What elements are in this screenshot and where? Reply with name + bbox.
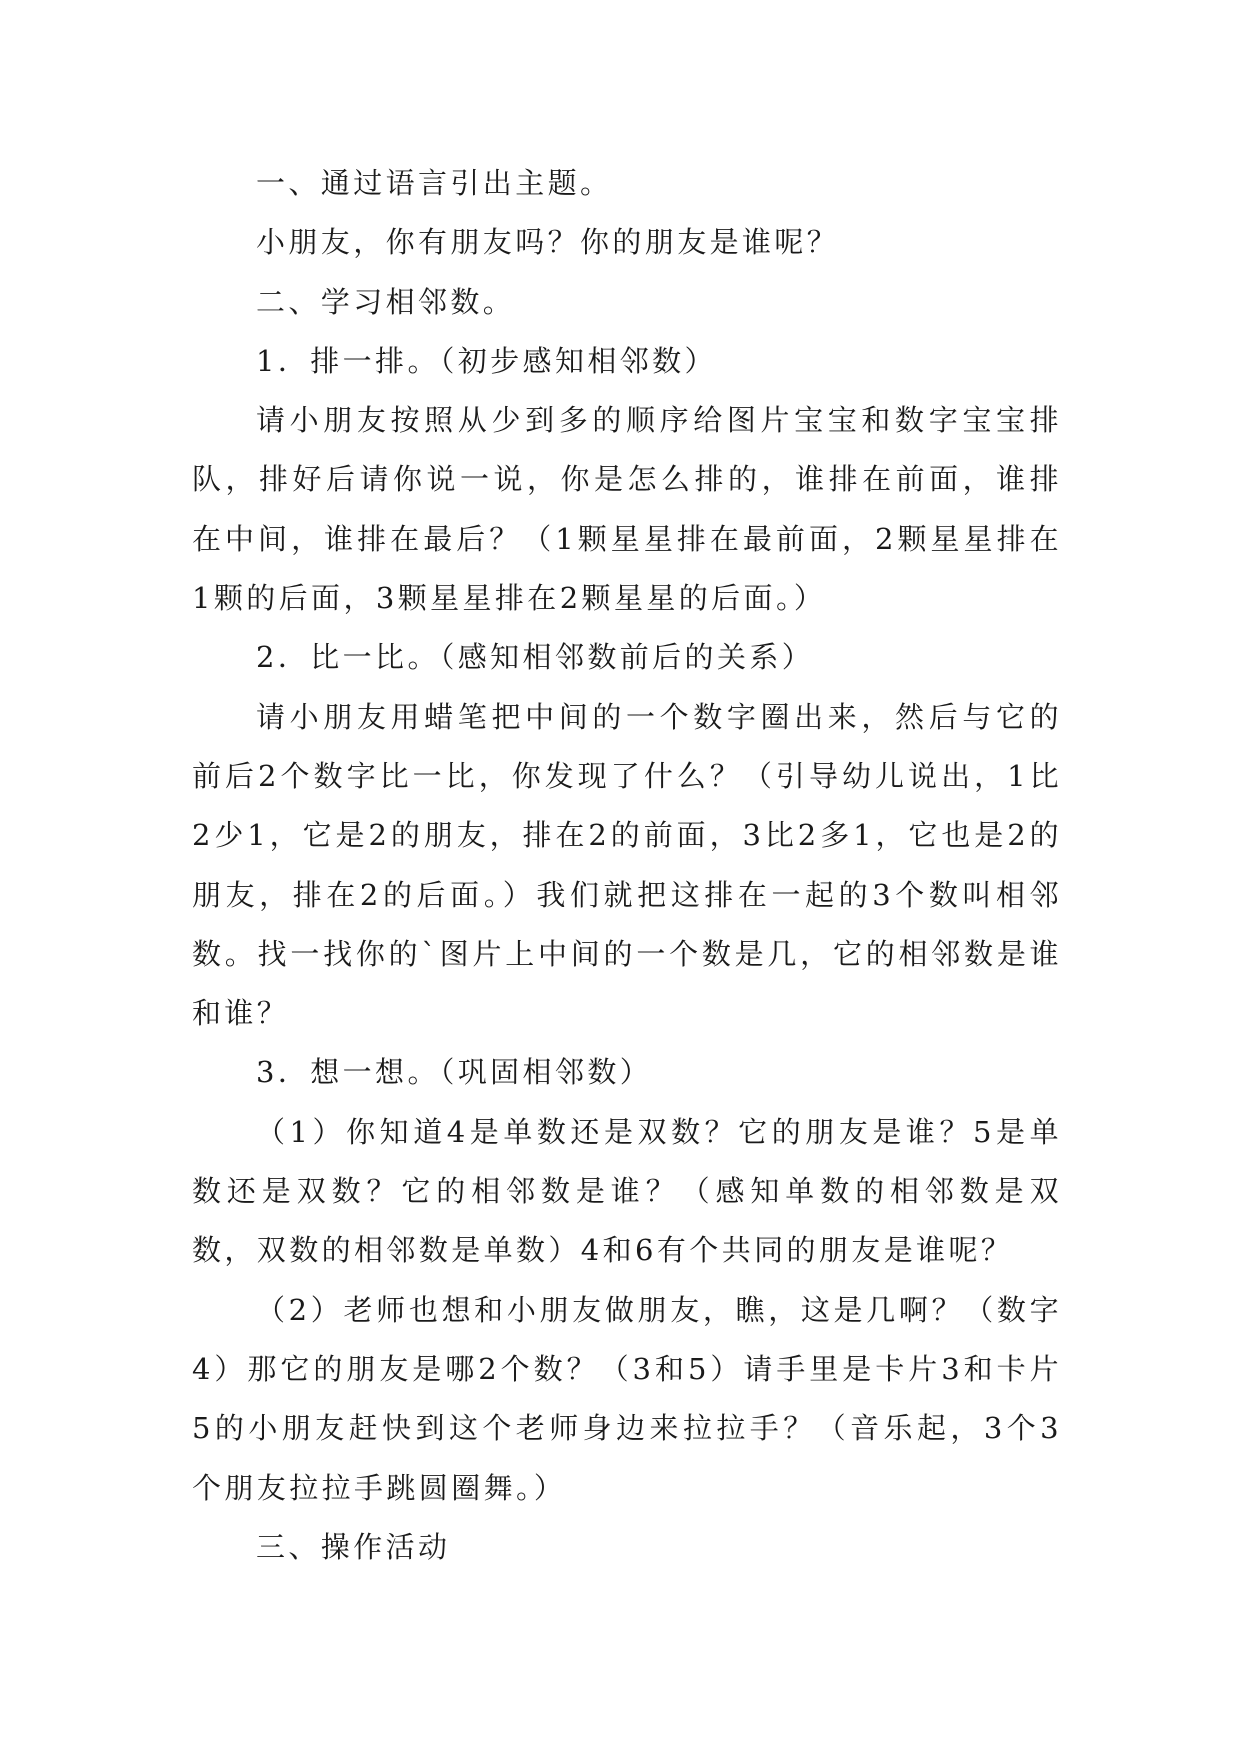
- paragraph-think-2: （2）老师也想和小朋友做朋友，瞧，这是几啊？（数字4）那它的朋友是哪2个数？（3和5）请手里是卡片3和卡片5的小朋友赶快到这个老师身边来拉拉手？（音乐起，3个3个朋友拉拉手跳圆圈舞。）: [192, 1292, 1062, 1505]
- document-body: [192, 154, 1062, 1577]
- subheading-compare: 2．比一比。（感知相邻数前后的关系）: [256, 640, 815, 675]
- paragraph-question: 小朋友，你有朋友吗？你的朋友是谁呢？: [256, 225, 840, 260]
- paragraph-think-1: （1）你知道4是单数还是双数？它的朋友是谁？5是单数还是双数？它的相邻数是谁？（感知单数的相邻数是双数，双数的相邻数是单数）4和6有个共同的朋友是谁呢？: [192, 1114, 1062, 1268]
- section-heading-adjacent-numbers: 二、学习相邻数。: [256, 284, 516, 319]
- section-heading-intro: 一、通过语言引出主题。: [256, 166, 613, 200]
- paragraph-arrange: 请小朋友按照从少到多的顺序给图片宝宝和数字宝宝排队，排好后请你说一说，你是怎么排的，谁排在前面，谁排在中间，谁排在最后？（1颗星星排在最前面，2颗星星排在1颗的后面，3颗星星排在2颗星星的后面。）: [192, 403, 1062, 616]
- subheading-arrange: 1．排一排。（初步感知相邻数）: [256, 343, 717, 378]
- paragraph-compare: 请小朋友用蜡笔把中间的一个数字圈出来，然后与它的前后2个数字比一比，你发现了什么？（引导幼儿说出，1比2少1，它是2的朋友，排在2的前面，3比2多1，它也是2的朋友，排在2的后面。）我们就把这排在一起的3个数叫相邻数。找一找你的`图片上中间的一个数是几，它的相邻数是谁和谁？: [192, 699, 1062, 1031]
- section-heading-activity: 三、操作活动: [256, 1529, 451, 1564]
- subheading-think: 3．想一想。（巩固相邻数）: [256, 1055, 653, 1090]
